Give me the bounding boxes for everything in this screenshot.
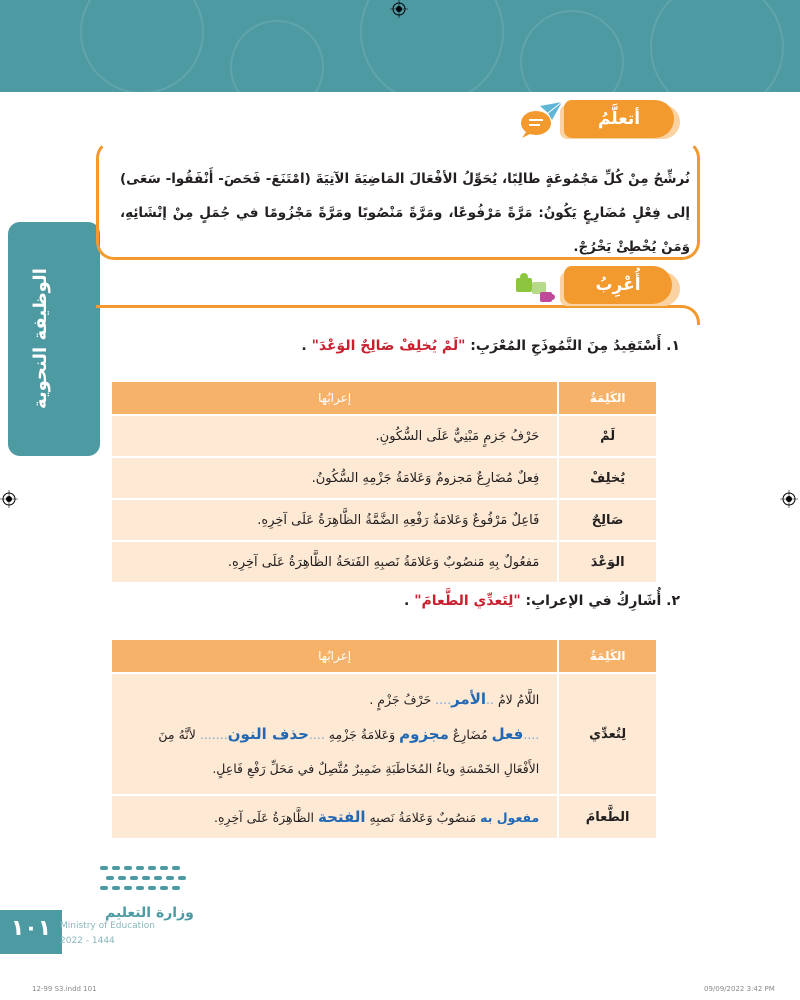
row-word: صَالِحٌ <box>557 500 656 542</box>
row-parse: فِعلٌ مُضَارِعٌ مَجزومٌ وَعَلامَةُ جَزْمِهِ السُّكُونُ. <box>112 458 557 500</box>
parse-text: مَنصُوبٌ وَعَلامَةُ نَصبِهِ <box>365 810 481 825</box>
table-header-row <box>112 640 656 674</box>
learn-section-title: أتعلَّمُ وأتسلَّى <box>564 100 674 138</box>
ministry-name-arabic: وزارة التعليم <box>105 905 194 921</box>
row-parse: فَاعِلٌ مَرْفُوعٌ وَعَلامَةُ رَفْعِهِ الضَّمَّةُ الظَّاهِرَةُ عَلَى آخِرِهِ. <box>112 500 557 542</box>
row-word: الوَعْدَ <box>557 542 656 584</box>
parse-text: اللَّامُ لامُ <box>493 692 540 707</box>
header-parse: إعرابُها <box>112 382 557 416</box>
row-word: الطَّعامَ <box>557 796 656 840</box>
row-parse <box>112 674 557 796</box>
ministry-name-english: Ministry of Education <box>60 921 155 931</box>
side-tab-label: الوظيفة النحوية <box>30 268 51 410</box>
question-1-prefix: ١. أَسْتَفِيدُ مِنَ النَّمُوذَجِ المُعْرَبِ: <box>465 338 680 354</box>
parse-text: مُضَارِعٌ <box>448 727 492 742</box>
header-parse: إعرابُها <box>112 640 557 674</box>
header-word: الكَلِمَةُ <box>557 382 656 416</box>
footer-filename: 12-99 S3.indd 101 <box>32 985 97 993</box>
table-row <box>112 500 656 542</box>
table-row <box>112 458 656 500</box>
table-row <box>112 542 656 584</box>
filled-answer: الفتحة <box>317 808 366 826</box>
page-number: ١٠١ <box>10 916 52 941</box>
registration-mark-icon <box>390 0 408 18</box>
filled-answer: مفعول به <box>480 810 540 825</box>
question-2-prefix: ٢. أُشَارِكُ في الإعرابِ: <box>520 593 680 609</box>
ministry-logo-icon <box>98 858 192 900</box>
parse-text: وَعَلامَةُ جَزْمِهِ <box>324 727 400 742</box>
filled-answer: فعل <box>491 725 524 743</box>
table-row <box>112 416 656 458</box>
registration-mark-icon <box>0 490 18 508</box>
footer-date: 09/09/2022 3:42 PM <box>704 985 775 993</box>
question-2 <box>150 593 680 609</box>
question-1-suffix: . <box>301 338 312 354</box>
table-row <box>112 674 656 796</box>
question-2-quote: "لِتَعدِّي الطَّعامَ" <box>414 593 521 609</box>
puzzle-icon <box>512 272 560 306</box>
section-frame <box>96 305 700 325</box>
parse-table-2 <box>112 640 656 840</box>
chat-plane-icon <box>516 100 564 140</box>
row-word: يُخلِفْ <box>557 458 656 500</box>
row-parse <box>112 796 557 840</box>
row-word: لَمْ <box>557 416 656 458</box>
table-row <box>112 796 656 840</box>
parse-text: لأنَّهُ مِنَ <box>158 727 200 742</box>
table-header-row <box>112 382 656 416</box>
filled-answer: مجزوم <box>399 725 449 743</box>
parse-table-1 <box>112 382 656 584</box>
filled-answer: الأمر <box>451 690 487 708</box>
filled-answer: حذف النون <box>227 725 309 743</box>
header-word: الكَلِمَةُ <box>557 640 656 674</box>
parse-text: حَرْفُ جَزْمٍ . <box>369 692 436 707</box>
parse-line: ....فعل مُضَارِعٌ مجزوم وَعَلامَةُ جَزْمِهِ ....حذف النون....... لأنَّهُ مِنَ <box>158 725 540 743</box>
ministry-year: 2022 - 1444 <box>60 936 115 946</box>
row-parse: مَفعُولٌ بِهِ مَنصُوبٌ وَعَلامَةُ نَصبِهِ الفَتحَةُ الظَّاهِرَةُ عَلَى آخِرِهِ. <box>112 542 557 584</box>
parse-line: اللَّامُ لامُ ..الأمر.... حَرْفُ جَزْمٍ . <box>369 690 540 708</box>
parse-text: الظَّاهِرَةُ عَلَى آخِرِهِ. <box>214 810 318 825</box>
parse-section-title: أُعْرِبُ <box>564 266 672 304</box>
row-word: لِتُعدِّي <box>557 674 656 796</box>
question-1 <box>150 338 680 354</box>
parse-line: الأَفْعَالِ الخَمْسَةِ وياءُ المُخَاطَبَةِ ضَمِيرٌ مُتَّصِلٌ في مَحَلِّ رَفْعِ فَاعِلٍ. <box>212 761 540 776</box>
question-1-quote: "لَمْ يُخلِفْ صَالِحٌ الوَعْدَ" <box>311 338 466 354</box>
row-parse: حَرْفُ جَزمٍ مَبْنِيٌّ عَلَى السُّكُونِ. <box>112 416 557 458</box>
registration-mark-icon <box>780 490 798 508</box>
question-2-suffix: . <box>404 593 415 609</box>
activity-text: نُرشِّحُ مِنْ كُلِّ مَجْمُوعَةٍ طالِبًا، يُحَوِّلُ الأفْعَالَ المَاضِيَةَ الآتِيَةَ (امْتَنَعَ- فَحَصَ- أَنْفَقُوا- سَعَى) إلى فِعْلٍ مُضَارِعٍ يَكُونُ: مَرَّةً مَرْفُوعًا، ومَرَّةً مَنْصُوبًا ومَرَّةً مَجْزُومًا في جُمَلٍ مِنْ إنْشَائِهِ، وَمَنْ يُخْطِئْ يَخْرُجْ. <box>120 171 690 255</box>
